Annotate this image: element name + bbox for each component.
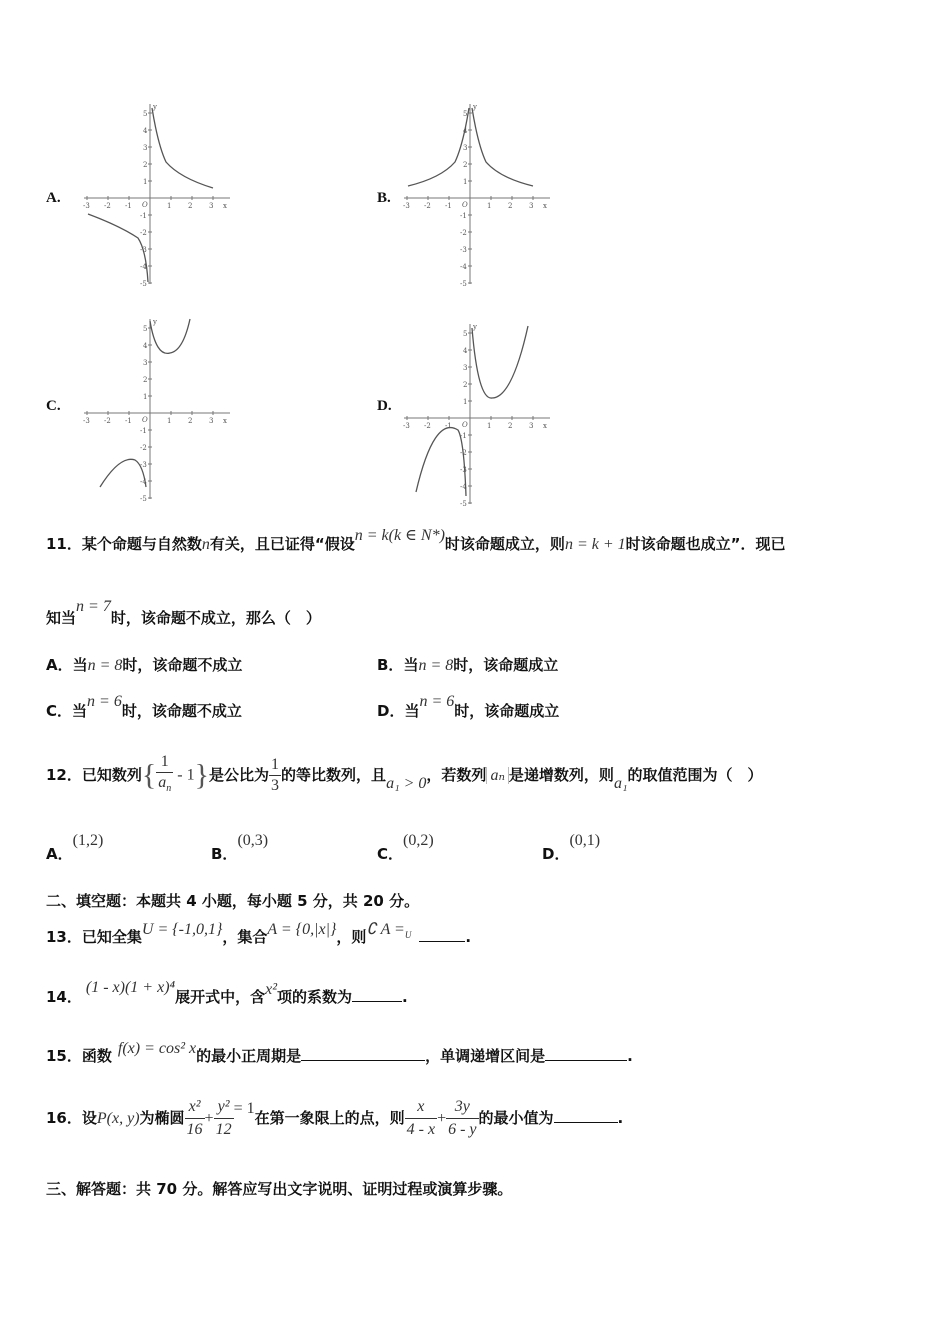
q12-option-a-label: A． [46, 845, 73, 863]
q16-equals: = 1 [233, 1100, 255, 1117]
q11-number: 11． [46, 535, 82, 553]
graph-a-y-tick-label: -4 [140, 263, 147, 271]
q14-text-2: 项的系数为 [277, 988, 353, 1006]
q14-expression: (1 - x)(1 + x)⁴ [85, 979, 176, 996]
q13-complement [366, 921, 412, 941]
q13-tail: . [465, 928, 472, 946]
graph-c-y-tick-label: -3 [140, 461, 147, 469]
q15-expression: f(x) = cos² x [117, 1040, 197, 1057]
q12-option-c-math: (0,2) [403, 832, 434, 849]
q12-brace-left: { [141, 758, 157, 792]
q15-answer-blank-2[interactable] [545, 1046, 627, 1061]
graph-c-y-tick-label: 1 [143, 393, 148, 401]
graph-d-x-tick-label: -3 [403, 422, 410, 430]
graph-c-x-tick-label: 1 [167, 417, 172, 425]
q11-option-c-label: C． [46, 702, 73, 720]
q16-f2-num: 3y [446, 1096, 478, 1119]
q12-ratio-den: 3 [271, 777, 280, 795]
q15-tail: . [627, 1047, 633, 1065]
q12-seq2: aₙ [486, 767, 508, 784]
q11-option-b-label: B． [377, 656, 404, 674]
graph-a-x-tick-label: -1 [125, 202, 132, 210]
graph-b-y-tick-label: -4 [460, 263, 467, 271]
q13-answer-blank[interactable] [419, 927, 465, 942]
q13-number: 13． [46, 928, 82, 946]
q13-complement-sub: U [404, 930, 412, 941]
graph-b-x-tick-label: -3 [403, 202, 410, 210]
graph-c-y-label: y [153, 318, 157, 326]
q12-condition: a₁ > 0 [386, 775, 427, 793]
graph-d-origin: O [462, 421, 468, 429]
graph-b-x-label: x [543, 202, 547, 210]
q11-option-a-pre: 当 [72, 656, 88, 674]
graph-d-curve-left [416, 428, 466, 496]
graph-d [400, 320, 560, 510]
graph-c-x-tick-label: -2 [104, 417, 111, 425]
q11-text-1: 某个命题与自然数 [81, 535, 202, 553]
graph-c-x-tick-label: 3 [209, 417, 214, 425]
graph-c-x-tick-label: -1 [125, 417, 132, 425]
graph-a-y-tick-label: 5 [143, 110, 148, 118]
q11-option-d-label: D． [377, 702, 405, 720]
q12-text-6: 的取值范围为（ ） [627, 766, 763, 785]
graph-b-x-tick-label: 2 [508, 202, 513, 210]
q15 [46, 1040, 633, 1066]
graph-d-y-tick-label: -3 [460, 466, 467, 474]
q12-a1: a₁ [613, 775, 628, 793]
graph-c-y-tick-label: -2 [140, 444, 147, 452]
graph-a-x-label: x [223, 202, 227, 210]
q11-option-a[interactable] [46, 654, 242, 675]
graph-a-curve-right [152, 108, 213, 188]
q12-ratio-fraction [269, 755, 281, 796]
q11-line1 [46, 527, 786, 554]
graph-b-curve-left [408, 108, 469, 186]
graph-d-label: D. [377, 398, 392, 414]
graph-a-x-tick-label: -3 [83, 202, 90, 210]
q11-option-d-pre: 当 [404, 702, 420, 720]
graph-a-curve-left [88, 214, 148, 282]
q14-text-1: 展开式中，含 [175, 988, 266, 1006]
graph-b [400, 100, 560, 290]
graph-b-y-tick-label: 5 [463, 110, 468, 118]
q11-option-a-post: 时，该命题不成立 [122, 656, 243, 674]
q15-answer-blank-1[interactable] [301, 1046, 425, 1061]
q14-tail: . [402, 988, 408, 1006]
q11-option-a-math: n = 8 [87, 657, 123, 674]
graph-d-y-tick-label: 5 [463, 330, 468, 338]
q15-text-1: 函数 [81, 1047, 112, 1065]
graph-a-y-tick-label: -2 [140, 229, 147, 237]
graph-d-x-tick-label: 1 [487, 422, 492, 430]
q16-ellipse-term-1 [185, 1096, 205, 1141]
q16-text-4: 的最小值为 [478, 1109, 554, 1127]
q15-text-2: 的最小正周期是 [196, 1047, 302, 1065]
q12-ratio-num: 1 [269, 755, 281, 776]
q11-condition-3: n = 7 [76, 598, 111, 615]
q12-stem [46, 752, 763, 799]
q12-text-3: 的等比数列，且 [281, 766, 387, 785]
graph-a-y-tick-label: 4 [143, 127, 148, 135]
q12-option-d-label: D． [542, 845, 570, 863]
graph-d-x-label: x [543, 422, 547, 430]
q16-f2-den: 6 - y [448, 1121, 477, 1138]
graph-c-label: C. [46, 398, 61, 414]
q12-number: 12． [46, 766, 82, 785]
q13-text-3: ，则 [336, 928, 367, 946]
graph-b-label: B. [377, 190, 391, 206]
graph-b-y-tick-label: 4 [463, 127, 468, 135]
graph-a-label: A. [46, 190, 61, 206]
q11-text-4: 时该命题也成立”．现已 [625, 535, 786, 553]
q16-answer-blank[interactable] [554, 1108, 618, 1123]
graph-c-origin: O [142, 416, 148, 424]
q12-option-c-label: C． [377, 845, 404, 863]
graph-d-y-tick-label: -5 [460, 500, 467, 508]
graph-d-y-tick-label: 4 [463, 347, 468, 355]
graph-a-x-tick-label: 1 [167, 202, 172, 210]
graph-b-curve-right [472, 108, 533, 186]
q13-text-2: ，集合 [222, 928, 268, 946]
graph-a-x-tick-label: 2 [188, 202, 193, 210]
q11-text-2: 有关，且已证得“假设 [209, 535, 355, 553]
q12-text-1: 已知数列 [81, 766, 142, 785]
q11-option-b[interactable] [377, 654, 558, 675]
q14-term: x² [265, 981, 277, 998]
q16-e2-num: y² [214, 1096, 234, 1119]
q12-seq-num: 1 [156, 752, 173, 773]
q11-option-a-label: A． [46, 656, 73, 674]
q16-ellipse-term-2 [214, 1096, 234, 1141]
q16-tail: . [617, 1109, 624, 1127]
graph-b-y-tick-label: -5 [460, 280, 467, 288]
q12-option-a-math: (1,2) [72, 832, 104, 849]
graph-a-y-tick-label: 2 [143, 161, 148, 169]
graph-c-y-tick-label: 2 [143, 376, 148, 384]
section-3-heading: 三、解答题：共 70 分。解答应写出文字说明、证明过程或演算步骤。 [46, 1180, 513, 1198]
q16-plus-1: + [204, 1110, 214, 1127]
graph-b-x-tick-label: -1 [445, 202, 452, 210]
graph-b-x-tick-label: 3 [529, 202, 534, 210]
graph-b-y-tick-label: -1 [460, 212, 467, 220]
q16-fraction-2 [446, 1096, 478, 1141]
q11-line2 [46, 598, 321, 628]
graph-c-y-tick-label: -1 [140, 427, 147, 435]
q14-number: 14． [46, 988, 82, 1006]
graph-b-y-tick-label: 3 [463, 144, 468, 152]
graph-b-origin: O [462, 201, 468, 209]
graph-b-y-tick-label: -2 [460, 229, 467, 237]
graph-c-y-tick-label: -4 [140, 478, 147, 486]
q12-brace-right: } [194, 758, 210, 792]
q11-option-d-post: 时，该命题成立 [454, 702, 560, 720]
graph-a-y-tick-label: 1 [143, 178, 148, 186]
graph-a-y-tick-label: -5 [140, 280, 147, 288]
q11-option-c-pre: 当 [72, 702, 88, 720]
graph-d-y-tick-label: 3 [463, 364, 468, 372]
graph-d-y-tick-label: 2 [463, 381, 468, 389]
q16-f1-num: x [405, 1096, 437, 1119]
q16-e1-den: 16 [186, 1121, 203, 1138]
graph-d-y-tick-label: -4 [460, 483, 467, 491]
section-2-heading: 二、填空题：本题共 4 小题，每小题 5 分，共 20 分。 [46, 892, 420, 910]
q16-e1-num: x² [185, 1096, 205, 1119]
graph-c-y-tick-label: 3 [143, 359, 148, 367]
q13-universal-set: U = {-1,0,1} [141, 921, 223, 938]
graph-c-y-tick-label: 4 [143, 342, 148, 350]
graph-a-y-label: y [153, 103, 157, 111]
q16-plus-2: + [437, 1110, 447, 1127]
graph-a-y-tick-label: -3 [140, 246, 147, 254]
q12-option-d-math: (0,1) [569, 832, 601, 849]
q14-answer-blank[interactable] [352, 987, 402, 1002]
q11-option-b-math: n = 8 [418, 657, 454, 674]
q12-option-a[interactable] [46, 832, 104, 864]
q11-text-3: 时该命题成立，则 [444, 535, 565, 553]
q15-number: 15． [46, 1047, 82, 1065]
q11-option-c-post: 时，该命题不成立 [121, 702, 242, 720]
graph-d-y-tick-label: -2 [460, 449, 467, 457]
q11-option-b-post: 时，该命题成立 [453, 656, 559, 674]
graph-d-x-tick-label: 3 [529, 422, 534, 430]
graph-c-x-tick-label: 2 [188, 417, 193, 425]
graph-b-y-tick-label: 2 [463, 161, 468, 169]
q11-condition-2: n = k + 1 [564, 536, 626, 553]
graph-c-y-tick-label: 5 [143, 325, 148, 333]
graph-b-y-tick-label: 1 [463, 178, 468, 186]
q16-fraction-1 [405, 1096, 437, 1141]
graph-d-y-tick-label: -1 [460, 432, 467, 440]
q13 [46, 921, 472, 948]
q11-condition: n = k(k ∈ N*) [354, 527, 445, 544]
graph-c-x-label: x [223, 417, 227, 425]
q12-seq-den: a [158, 774, 167, 791]
graph-a-y-tick-label: 3 [143, 144, 148, 152]
q15-text-3: ，单调递增区间是 [425, 1047, 546, 1065]
graph-d-curve-right [472, 326, 528, 398]
q11-text-5: 知当 [46, 609, 77, 627]
graph-b-x-tick-label: 1 [487, 202, 492, 210]
q12-option-b-label: B． [211, 845, 238, 863]
graph-d-x-tick-label: 2 [508, 422, 513, 430]
q13-text-1: 已知全集 [81, 928, 142, 946]
q11-option-d-math: n = 6 [419, 693, 455, 710]
q12-option-b[interactable] [211, 832, 269, 864]
q12-seq-fraction [156, 752, 173, 799]
graph-c-y-tick-label: -5 [140, 495, 147, 503]
graph-a-x-tick-label: 3 [209, 202, 214, 210]
q16-point: P(x, y) [96, 1110, 140, 1127]
graph-d-x-tick-label: -2 [424, 422, 431, 430]
graph-a-origin: O [142, 201, 148, 209]
q14 [46, 979, 408, 1007]
q13-complement-text: ∁ A = [366, 921, 405, 938]
graph-d-y-tick-label: 1 [463, 398, 468, 406]
graph-d-y-label: y [473, 323, 477, 331]
q11-option-c-math: n = 6 [87, 693, 122, 710]
q12-text-4: ，若数列 [426, 766, 487, 785]
q11-option-d[interactable] [377, 693, 560, 721]
graph-c-x-tick-label: -3 [83, 417, 90, 425]
q12-text-2: 是公比为 [209, 766, 270, 785]
q11-text-6: 时，该命题不成立，那么（ ） [110, 609, 321, 627]
q16-f1-den: 4 - x [406, 1121, 436, 1138]
q12-seq-tail: - 1 [173, 766, 195, 784]
q11-option-b-pre: 当 [403, 656, 419, 674]
q12-text-5: 是递增数列，则 [508, 766, 614, 785]
q16 [46, 1096, 623, 1141]
q12-option-b-math: (0,3) [237, 832, 269, 849]
q16-text-1: 设 [81, 1109, 97, 1127]
graph-c [80, 315, 240, 505]
graph-a-x-tick-label: -2 [104, 202, 111, 210]
q16-e2-den: 12 [215, 1121, 232, 1138]
q12-option-d[interactable] [542, 832, 601, 864]
q16-text-2: 为椭圆 [139, 1109, 185, 1127]
q16-text-3: 在第一象限上的点，则 [254, 1109, 405, 1127]
q16-number: 16． [46, 1109, 82, 1127]
q11-option-c[interactable] [46, 693, 242, 721]
graph-a [80, 100, 240, 290]
graph-b-y-tick-label: -3 [460, 246, 467, 254]
graph-d-x-tick-label: -1 [445, 422, 452, 430]
graph-b-x-tick-label: -2 [424, 202, 431, 210]
q12-option-c[interactable] [377, 832, 434, 864]
q12-seq-sub: n [166, 783, 172, 795]
q11-n: n [201, 536, 210, 553]
q13-set-a: A = {0,|x|} [267, 921, 337, 938]
graph-a-y-tick-label: -1 [140, 212, 147, 220]
graph-b-y-label: y [473, 103, 477, 111]
